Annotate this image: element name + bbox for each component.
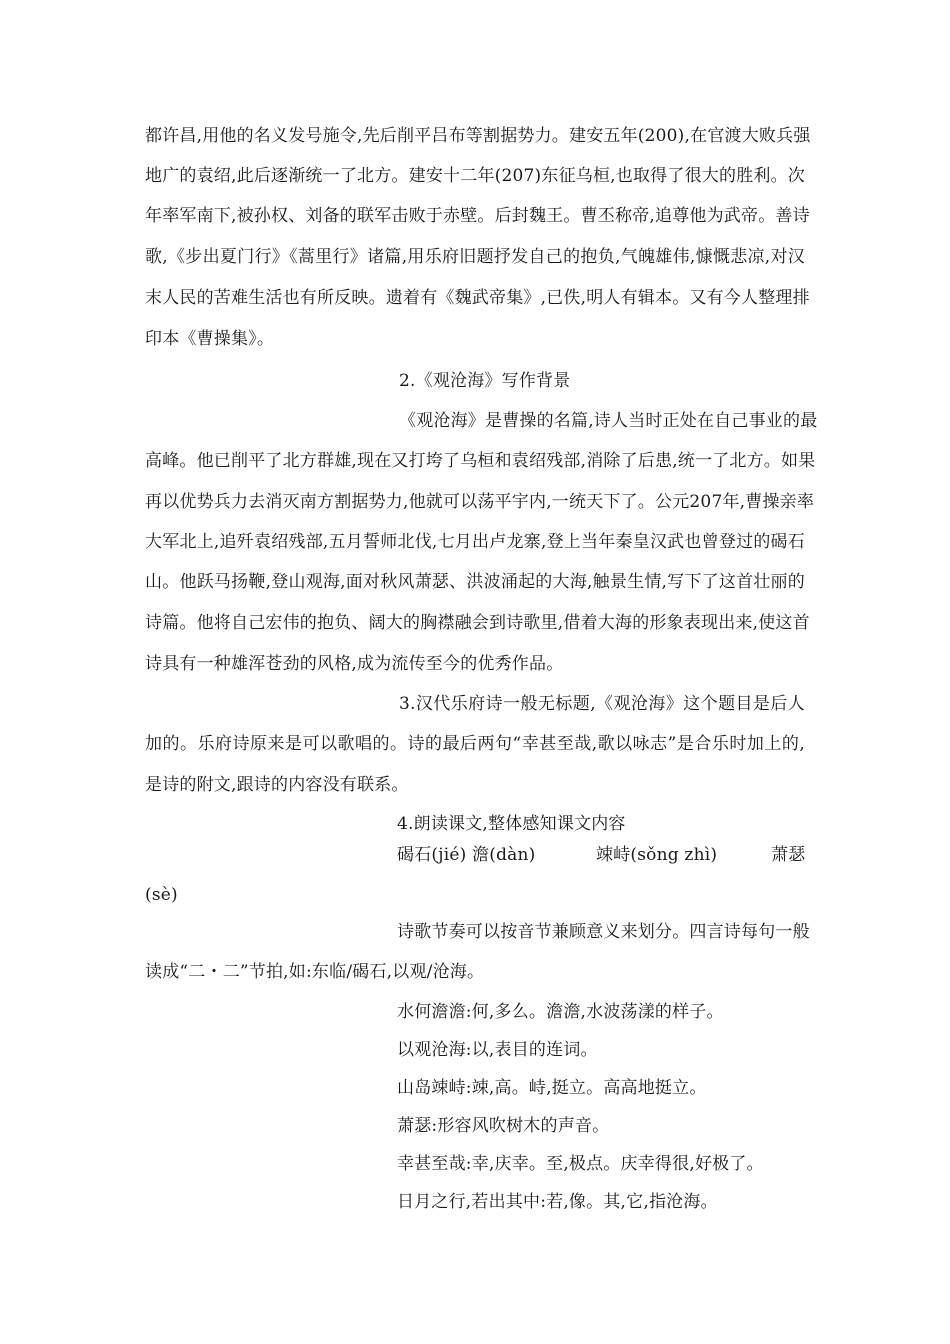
rhythm-line-2: 读成“二・二”节拍,如:东临/碣石,以观/沧海。 xyxy=(145,962,485,982)
glossary-item: 水何澹澹:何,多么。澹澹,水波荡漾的样子。 xyxy=(397,1002,724,1022)
section-2-line-4: 大军北上,追歼袁绍残部,五月誓师北伐,七月出卢龙寨,登上当年秦皇汉武也曾登过的碣石 xyxy=(145,532,805,552)
section-2-line-1: 《观沧海》是曹操的名篇,诗人当时正处在自己事业的最 xyxy=(399,411,818,431)
bio-line-5: 末人民的苦难生活也有所反映。遗着有《魏武帝集》,已佚,明人有辑本。又有今人整理排 xyxy=(145,288,810,308)
bio-line-2: 地广的袁绍,此后逐渐统一了北方。建安十二年(207)东征乌桓,也取得了很大的胜利。次 xyxy=(145,166,805,186)
pronunciation-item-3-pinyin: (sè) xyxy=(145,885,178,905)
glossary-item: 萧瑟:形容风吹树木的声音。 xyxy=(397,1116,610,1136)
section-2-line-7: 诗具有一种雄浑苍劲的风格,成为流传至今的优秀作品。 xyxy=(145,654,564,674)
glossary-item: 山岛竦峙:竦,高。峙,挺立。高高地挺立。 xyxy=(397,1078,707,1098)
section-4-heading: 4.朗读课文,整体感知课文内容 xyxy=(397,814,626,834)
section-2-line-3: 再以优势兵力去消灭南方割据势力,他就可以荡平宇内,一统天下了。公元207年,曹操亲率 xyxy=(145,492,815,512)
rhythm-line-1: 诗歌节奏可以按音节兼顾意义来划分。四言诗每句一般 xyxy=(397,922,810,942)
glossary-item: 幸甚至哉:幸,庆幸。至,极点。庆幸得很,好极了。 xyxy=(397,1154,764,1174)
pronunciation-item-3: 萧瑟 xyxy=(771,845,806,865)
section-2-line-5: 山。他跃马扬鞭,登山观海,面对秋风萧瑟、洪波涌起的大海,触景生情,写下了这首壮丽的 xyxy=(145,572,805,592)
section-2-line-2: 高峰。他已削平了北方群雄,现在又打垮了乌桓和袁绍残部,消除了后患,统一了北方。如果 xyxy=(145,451,816,471)
pronunciation-item-1: 碣石(jié) 澹(dàn) xyxy=(397,845,536,865)
section-2-line-6: 诗篇。他将自己宏伟的抱负、阔大的胸襟融会到诗歌里,借着大海的形象表现出来,使这首 xyxy=(145,613,810,633)
pronunciation-item-2: 竦峙(sǒng zhì) xyxy=(596,845,718,865)
glossary-item: 日月之行,若出其中:若,像。其,它,指沧海。 xyxy=(397,1192,718,1212)
section-3-line-3: 是诗的附文,跟诗的内容没有联系。 xyxy=(145,775,409,795)
section-2-heading: 2.《观沧海》写作背景 xyxy=(399,371,571,391)
section-3-line-2: 加的。乐府诗原来是可以歌唱的。诗的最后两句“幸甚至哉,歌以咏志”是合乐时加上的, xyxy=(145,734,805,754)
bio-line-3: 年率军南下,被孙权、刘备的联军击败于赤壁。后封魏王。曹丕称帝,追尊他为武帝。善诗 xyxy=(145,206,810,226)
section-3-line-1: 3.汉代乐府诗一般无标题,《观沧海》这个题目是后人 xyxy=(399,694,805,714)
bio-line-6: 印本《曹操集》。 xyxy=(145,329,275,349)
glossary-item: 以观沧海:以,表目的连词。 xyxy=(397,1040,598,1060)
bio-line-1: 都许昌,用他的名义发号施令,先后削平吕布等割据势力。建安五年(200),在官渡大败兵强 xyxy=(145,126,811,146)
bio-line-4: 歌,《步出夏门行》《蒿里行》诸篇,用乐府旧题抒发自己的抱负,气魄雄伟,慷慨悲凉,对汉 xyxy=(145,247,805,267)
